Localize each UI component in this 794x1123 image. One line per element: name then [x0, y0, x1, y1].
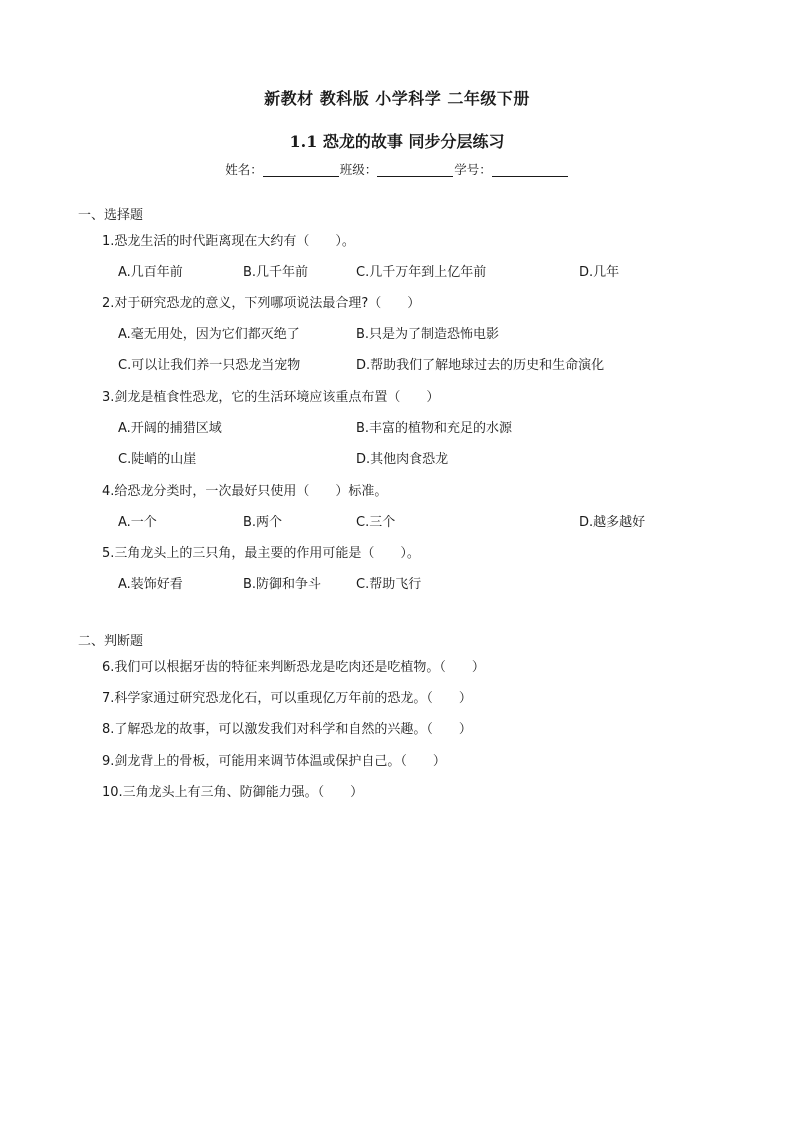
question-10: 10.三角龙头上有三角、防御能力强。（ ） [102, 785, 364, 800]
q5-option-b: B.防御和争斗 [243, 577, 322, 592]
q1-option-d: D.几年 [579, 265, 620, 280]
id-label: 学号： [454, 162, 492, 177]
question-7: 7.科学家通过研究恐龙化石，可以重现亿万年前的恐龙。（ ） [102, 691, 472, 706]
id-blank[interactable] [492, 164, 568, 177]
q1-option-b: B.几千年前 [243, 265, 309, 280]
q2-option-d: D.帮助我们了解地球过去的历史和生命演化 [356, 358, 605, 373]
q2-option-b: B.只是为了制造恐怖电影 [356, 327, 500, 342]
q2-option-c: C.可以让我们养一只恐龙当宠物 [118, 358, 301, 373]
q1-option-a: A.几百年前 [118, 265, 183, 280]
q3-option-c: C.陡峭的山崖 [118, 452, 197, 467]
q4-option-b: B.两个 [243, 515, 283, 530]
question-6: 6.我们可以根据牙齿的特征来判断恐龙是吃肉还是吃植物。（ ） [102, 660, 485, 675]
section-heading-choice: 一、选择题 [78, 208, 144, 223]
q2-option-a: A.毫无用处，因为它们都灭绝了 [118, 327, 300, 342]
q1-option-c: C.几千万年到上亿年前 [356, 265, 487, 280]
section-heading-judgement: 二、判断题 [78, 634, 144, 649]
q4-option-d: D.越多越好 [579, 515, 646, 530]
q4-option-c: C.三个 [356, 515, 396, 530]
q3-option-d: D.其他肉食恐龙 [356, 452, 449, 467]
name-label: 姓名： [225, 162, 263, 177]
question-5: 5.三角龙头上的三只角，最主要的作用可能是（ ）。 [102, 546, 420, 561]
q4-option-a: A.一个 [118, 515, 157, 530]
name-blank[interactable] [263, 164, 339, 177]
q5-option-c: C.帮助飞行 [356, 577, 422, 592]
class-label: 班级： [339, 162, 378, 177]
question-1: 1.恐龙生活的时代距离现在大约有（ ）。 [102, 234, 355, 249]
question-2: 2.对于研究恐龙的意义，下列哪项说法最合理?（ ） [102, 296, 421, 311]
question-4: 4.给恐龙分类时，一次最好只使用（ ）标准。 [102, 484, 388, 499]
student-info-row [0, 160, 794, 178]
q5-option-a: A.装饰好看 [118, 577, 183, 592]
q3-option-b: B.丰富的植物和充足的水源 [356, 421, 513, 436]
question-3: 3.剑龙是植食性恐龙，它的生活环境应该重点布置（ ） [102, 390, 440, 405]
q3-option-a: A.开阔的捕猎区域 [118, 421, 222, 436]
document-title: 新教材 教科版 小学科学 二年级下册 [264, 89, 530, 108]
question-8: 8.了解恐龙的故事，可以激发我们对科学和自然的兴趣。（ ） [102, 722, 472, 737]
question-9: 9.剑龙背上的骨板，可能用来调节体温或保护自己。（ ） [102, 754, 446, 769]
document-subtitle: 1.1 恐龙的故事 同步分层练习 [289, 132, 505, 151]
class-blank[interactable] [377, 164, 453, 177]
